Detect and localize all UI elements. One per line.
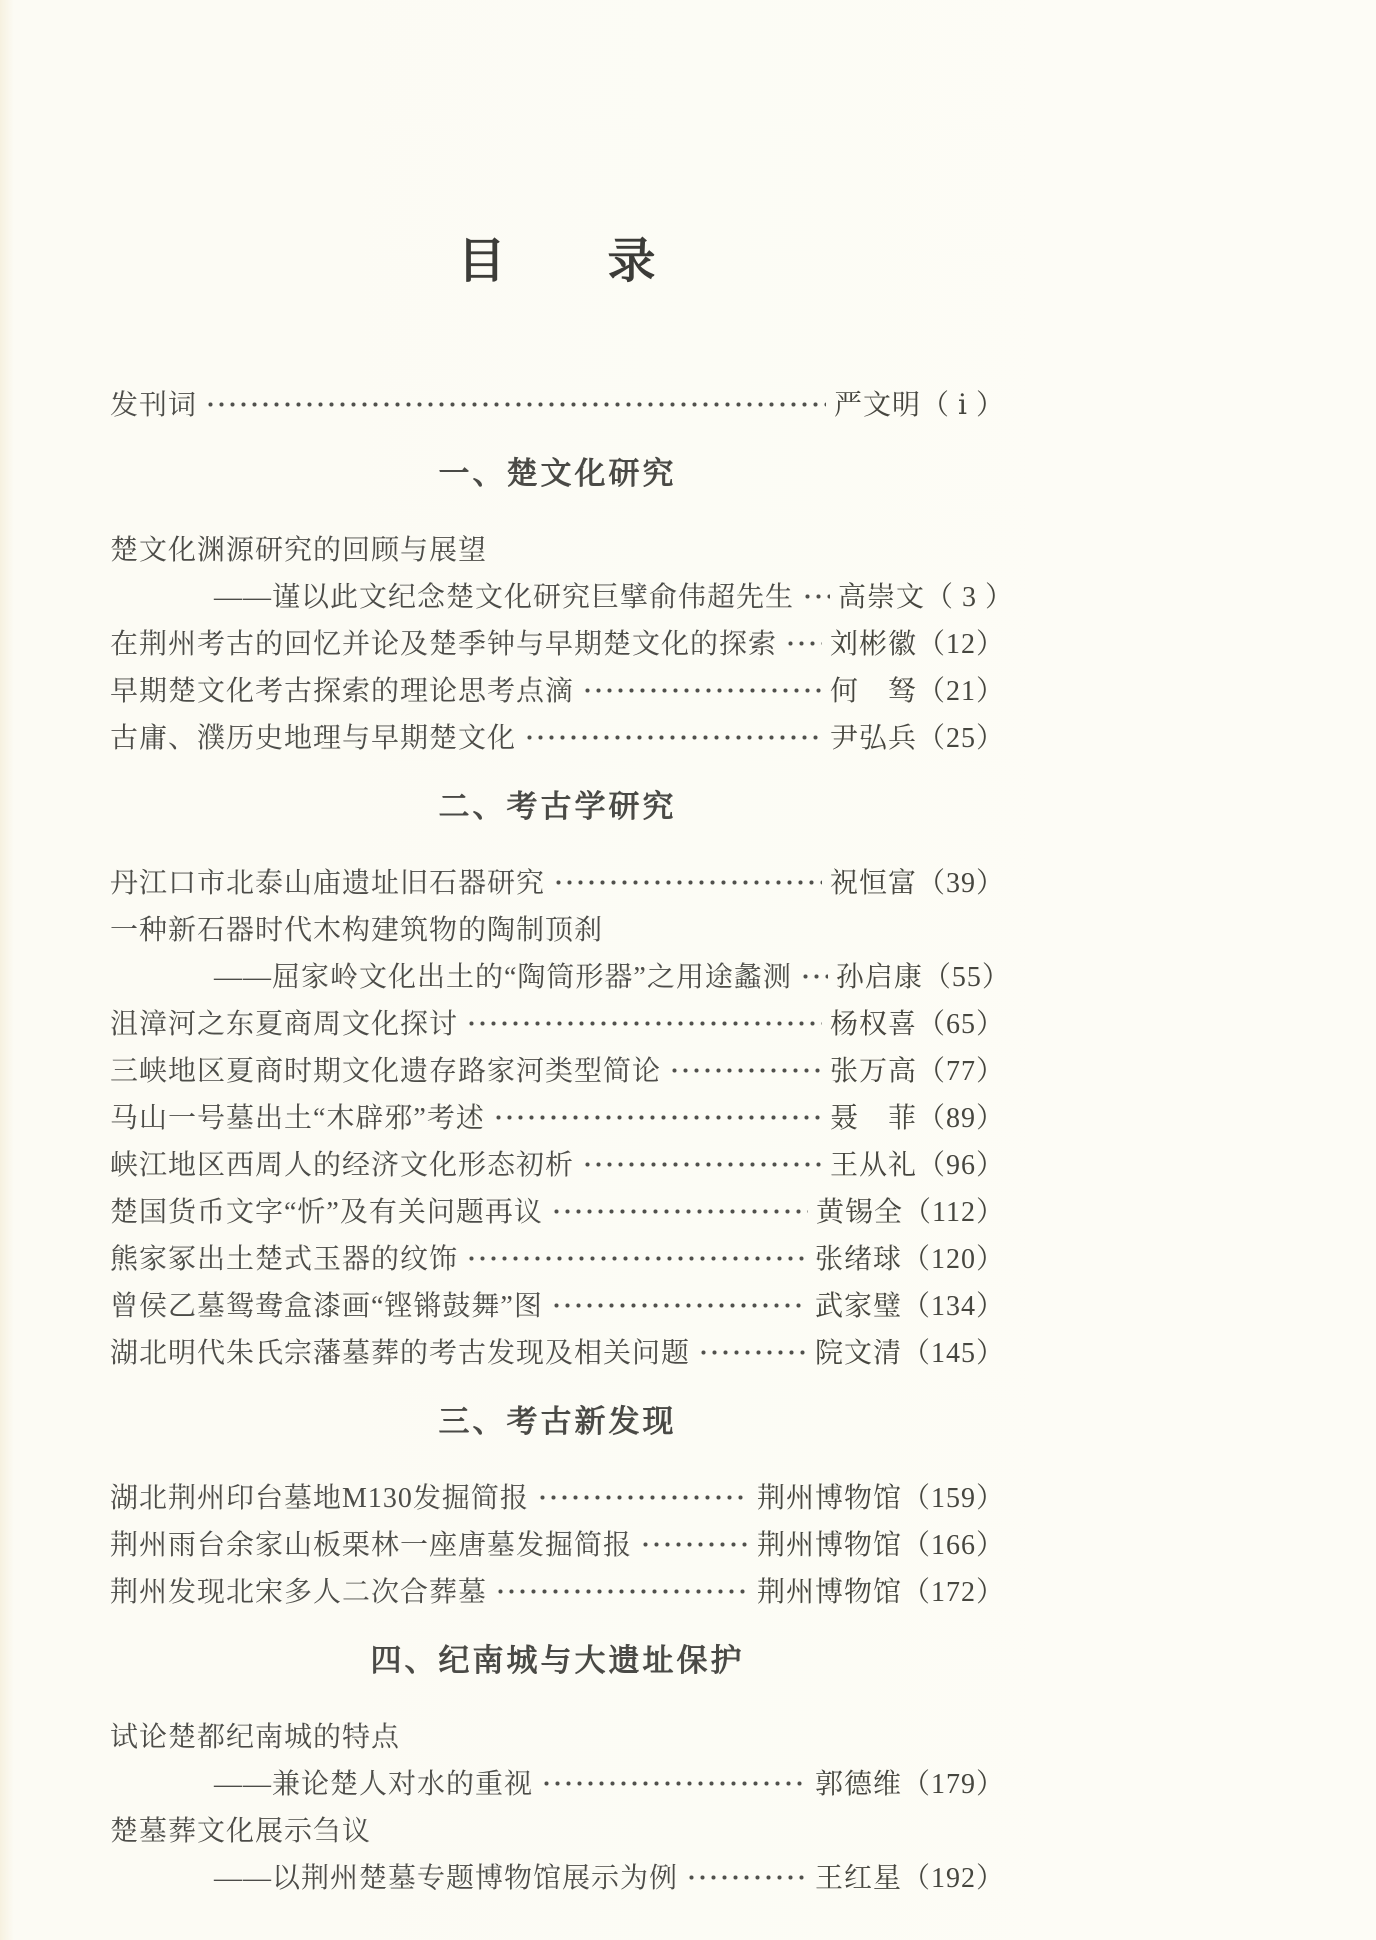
dot-leader — [541, 1781, 807, 1786]
toc-entry-row — [110, 1472, 1005, 1519]
section-heading: 四、纪南城与大遗址保护 — [370, 1643, 745, 1678]
toc-entry — [110, 904, 1011, 998]
entry-author-page: 祝恒富（39） — [829, 867, 1005, 899]
toc-entry-row — [110, 712, 1005, 759]
dot-leader — [698, 1350, 807, 1355]
dot-leader — [802, 594, 830, 599]
toc-entry-row — [110, 1045, 1005, 1092]
entry-author-page: 院文清（145） — [814, 1337, 1005, 1369]
dot-leader — [524, 735, 822, 740]
toc-entry-row — [110, 857, 1005, 904]
toc-entry-row — [110, 1519, 1005, 1566]
toc-entry-row — [110, 618, 1005, 665]
page-title: 目 录 — [457, 235, 658, 288]
dot-leader — [466, 1021, 822, 1026]
dot-leader — [582, 688, 822, 693]
toc-entry — [110, 618, 1005, 665]
dot-leader — [785, 641, 822, 646]
entry-title: 曾侯乙墓鸳鸯盒漆画“铿锵鼓舞”图 — [110, 1290, 543, 1322]
toc-entry-row — [110, 1186, 1005, 1233]
entry-author-page: 荆州博物馆（172） — [756, 1576, 1005, 1608]
entry-title: 沮漳河之东夏商周文化探讨 — [110, 1008, 459, 1040]
toc-entry-row — [110, 571, 1015, 618]
entry-author-page: 武家璧（134） — [814, 1290, 1005, 1322]
entry-title: 早期楚文化考古探索的理论思考点滴 — [110, 675, 575, 707]
toc-entry-row — [110, 379, 1005, 426]
entry-author-page: 严文明（ ⅰ ） — [834, 389, 1005, 421]
toc-entry-row — [110, 524, 1005, 571]
dot-leader — [466, 1256, 807, 1261]
entry-author-page: 黄锡全（112） — [816, 1196, 1005, 1228]
toc-entry — [110, 1139, 1005, 1186]
entry-title: ——屈家岭文化出土的“陶筒形器”之用途蠡测 — [214, 961, 792, 993]
toc-entry — [110, 1566, 1005, 1613]
section-heading: 二、考古学研究 — [438, 789, 677, 824]
toc-entry — [110, 379, 1005, 426]
toc-entry-row — [110, 1280, 1005, 1327]
entry-title: 楚墓葬文化展示刍议 — [110, 1815, 372, 1847]
toc-entry — [110, 1045, 1005, 1092]
entry-title: 发刊词 — [110, 389, 198, 421]
toc-entry-row — [110, 1805, 1005, 1852]
toc-entry-row — [110, 1711, 1005, 1758]
toc-entry — [110, 1327, 1005, 1374]
entry-title: 在荆州考古的回忆并论及楚季钟与早期楚文化的探索 — [110, 628, 778, 660]
entry-author-page: 何 驽（21） — [829, 675, 1005, 707]
entry-title: 一种新石器时代木构建筑物的陶制顶刹 — [110, 914, 604, 946]
entry-title: 楚文化渊源研究的回顾与展望 — [110, 534, 488, 566]
entry-title: 熊家冢出土楚式玉器的纹饰 — [110, 1243, 459, 1275]
toc-entry-row — [110, 1566, 1005, 1613]
toc-entry — [110, 665, 1005, 712]
entry-author-page: 聂 菲（89） — [829, 1102, 1005, 1134]
entry-title: 丹江口市北泰山庙遗址旧石器研究 — [110, 867, 546, 899]
entry-author-page: 荆州博物馆（166） — [756, 1529, 1005, 1561]
toc-entry — [110, 1233, 1005, 1280]
entry-author-page: 高崇文（ 3 ） — [838, 581, 1015, 613]
toc-entry-row — [110, 904, 1005, 951]
toc-content — [110, 0, 1015, 1899]
section-heading: 一、楚文化研究 — [438, 456, 677, 491]
toc-entry — [110, 1186, 1005, 1233]
dot-leader — [686, 1875, 807, 1880]
entry-title: 湖北荆州印台墓地M130发掘简报 — [110, 1482, 529, 1514]
dot-leader — [495, 1589, 749, 1594]
toc-entry — [110, 712, 1005, 759]
toc-entry-row — [110, 665, 1005, 712]
entry-title: ——谨以此文纪念楚文化研究巨擘俞伟超先生 — [214, 581, 795, 613]
entry-author-page: 刘彬徽（12） — [829, 628, 1005, 660]
entry-title: 荆州雨台余家山板栗林一座唐墓发掘简报 — [110, 1529, 633, 1561]
toc-entry-row — [110, 998, 1005, 1045]
entry-title: 楚国货币文字“忻”及有关问题再议 — [110, 1196, 543, 1228]
toc-entry — [110, 1711, 1005, 1805]
entry-author-page: 尹弘兵（25） — [829, 722, 1005, 754]
toc-entry — [110, 1280, 1005, 1327]
entry-title: 湖北明代朱氏宗藩墓葬的考古发现及相关问题 — [110, 1337, 691, 1369]
entry-title: ——以荆州楚墓专题博物馆展示为例 — [214, 1862, 679, 1894]
dot-leader — [582, 1162, 822, 1167]
toc-entry — [110, 524, 1015, 618]
entry-title: 马山一号墓出土“木辟邪”考述 — [110, 1102, 485, 1134]
entry-title: 三峡地区夏商时期文化遗存路家河类型简论 — [110, 1055, 662, 1087]
toc-entry — [110, 1805, 1005, 1899]
dot-leader — [551, 1303, 807, 1308]
entry-author-page: 张绪球（120） — [814, 1243, 1005, 1275]
toc-entry-row — [110, 1852, 1005, 1899]
toc-entry-row — [110, 1327, 1005, 1374]
dot-leader — [493, 1115, 822, 1120]
entry-author-page: 王红星（192） — [814, 1862, 1005, 1894]
entry-author-page: 孙启康（55） — [835, 961, 1011, 993]
toc-entry-row — [110, 1233, 1005, 1280]
toc-entry — [110, 1092, 1005, 1139]
dot-leader — [640, 1542, 749, 1547]
section-heading: 三、考古新发现 — [438, 1404, 677, 1439]
toc-entry — [110, 1472, 1005, 1519]
entry-title: 古庸、濮历史地理与早期楚文化 — [110, 722, 517, 754]
entry-title: 峡江地区西周人的经济文化形态初析 — [110, 1149, 575, 1181]
toc-entry — [110, 998, 1005, 1045]
entry-author-page: 荆州博物馆（159） — [756, 1482, 1005, 1514]
entry-author-page: 王从礼（96） — [829, 1149, 1005, 1181]
toc-entry — [110, 1519, 1005, 1566]
dot-leader — [551, 1209, 808, 1214]
entry-title: ——兼论楚人对水的重视 — [214, 1768, 534, 1800]
dot-leader — [537, 1495, 749, 1500]
toc-list — [110, 379, 1015, 1899]
entry-author-page: 杨权喜（65） — [829, 1008, 1005, 1040]
entry-title: 荆州发现北宋多人二次合葬墓 — [110, 1576, 488, 1608]
dot-leader — [553, 880, 822, 885]
entry-title: 试论楚都纪南城的特点 — [110, 1721, 401, 1753]
toc-entry-row — [110, 1758, 1005, 1805]
entry-author-page: 张万高（77） — [829, 1055, 1005, 1087]
toc-entry-row — [110, 951, 1011, 998]
toc-entry-row — [110, 1092, 1005, 1139]
dot-leader — [669, 1068, 822, 1073]
toc-entry — [110, 857, 1005, 904]
toc-entry-row — [110, 1139, 1005, 1186]
dot-leader — [800, 974, 828, 979]
dot-leader — [205, 402, 826, 407]
entry-author-page: 郭德维（179） — [814, 1768, 1005, 1800]
